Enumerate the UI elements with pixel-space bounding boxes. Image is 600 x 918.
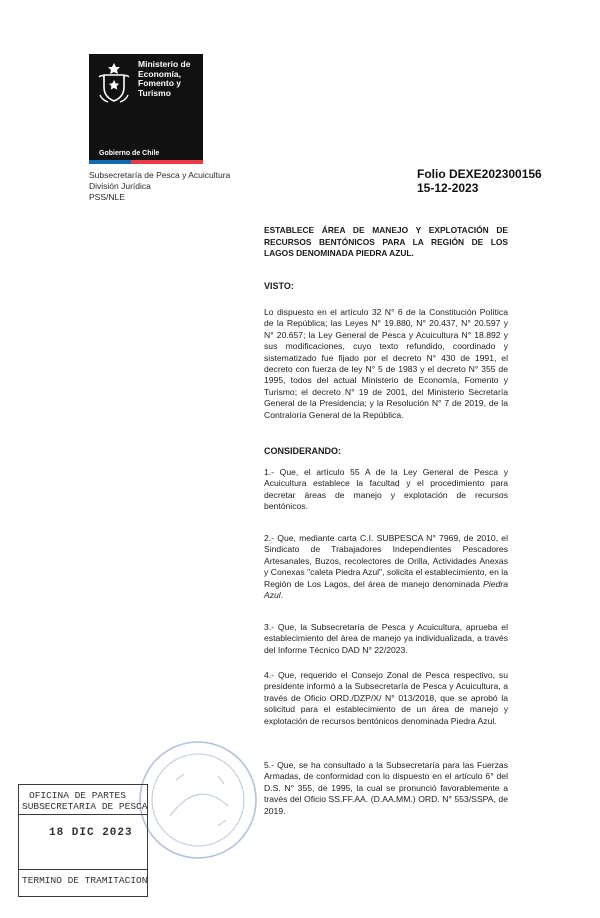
folio-date: 15-12-2023	[417, 181, 479, 195]
folio-number: Folio DEXE202300156	[417, 167, 542, 181]
considerando-paragraph-5: 5.- Que, se ha consultado a la Subsecretaría para las Fuerzas Armadas, de conformidad con lo dispuesto en el artículo 6° del D.S. N° 355, de 1995, la cual se pronunció favorablemente a través del Oficio SS.FF.AA. (D.AA.MM.) ORD. N° 553/SSPA, de 2019.	[264, 760, 508, 816]
stamp-status: TERMINO DE TRAMITACION	[22, 875, 148, 886]
official-seal-icon	[136, 738, 260, 862]
flag-bar-red	[131, 160, 203, 164]
considerando-heading: CONSIDERANDO:	[264, 446, 342, 456]
stamp-subsecretaria: SUBSECRETARIA DE PESCA	[22, 801, 148, 812]
government-label: Gobierno de Chile	[99, 150, 160, 157]
document-title: ESTABLECE ÁREA DE MANEJO Y EXPLOTACIÓN DE RECURSOS BENTÓNICOS PARA LA REGIÓN DE LOS LAGOS DENOMINADA PIEDRA AZUL.	[264, 225, 508, 259]
considerando-paragraph-3: 3.- Que, la Subsecretaría de Pesca y Acuicultura, aprueba el establecimiento del área de manejo ya individualizada, a través del Informe Técnico DAD N° 22/2023.	[264, 622, 508, 655]
visto-heading: VISTO:	[264, 281, 294, 291]
flag-bar	[89, 160, 203, 164]
folio-block	[417, 167, 542, 195]
chilean-coat-of-arms-icon	[97, 61, 131, 103]
considerando-paragraph-4: 4.- Que, requerido el Consejo Zonal de Pesca respectivo, su presidente informó a la Subsecretaría de Pesca y Acuicultura, a través de Oficio ORD./DZP/X/ N° 013/2018, que se aprobó la solicitud para el establecimiento de un área de manejo y explotación de recursos bentónicos denominada Piedra Azul.	[264, 670, 508, 726]
ministry-name: Ministerio de Economía, Fomento y Turismo	[138, 59, 191, 98]
department-info: Subsecretaría de Pesca y Acuicultura División Jurídica PSS/NLE	[89, 170, 231, 202]
considerando-paragraph-2: 2.- Que, mediante carta C.I. SUBPESCA N° 7969, de 2010, el Sindicato de Trabajadores Independientes Pescadores Artesanales, Buzos, recolectores de Orilla, Actividades Anexas y Conexas "caleta Piedra Azul", solicita el establecimiento, en la Región de Los Lagos, del área de manejo denominada Piedra Azul.	[264, 533, 508, 601]
stamp-divider	[19, 814, 147, 815]
stamp-divider	[19, 869, 147, 870]
visto-paragraph: Lo dispuesto en el artículo 32 N° 6 de la Constitución Política de la República; las Leyes N° 19.880, N° 20.437, N° 20.597 y N° 20.657; la Ley General de Pesca y Acuicultura N° 18.892 y sus modificaciones, cuyo texto refundido, coordinado y sistematizado fue fijado por el decreto N° 430 de 1991, el decreto con fuerza de ley N° 5 de 1983 y el decreto N° 355 de 1995, todos del actual Ministerio de Economía, Fomento y Turismo; el decreto N° 19 de 2001, del Ministerio Secretaría General de la Presidencia; y la Resolución N° 7 de 2019, de la Contraloría General de la República.	[264, 307, 508, 420]
flag-bar-blue	[89, 160, 131, 164]
government-logo	[89, 54, 203, 164]
area-name: Piedra Azul	[264, 578, 508, 601]
stamp-date: 18 DIC 2023	[49, 827, 133, 839]
stamp-office: OFICINA DE PARTES	[29, 790, 126, 801]
office-stamp	[18, 784, 148, 897]
considerando-paragraph-1: 1.- Que, el artículo 55 A de la Ley General de Pesca y Acuicultura establece la facultad y el procedimiento para decretar áreas de manejo y explotación de recursos bentónicos.	[264, 467, 508, 512]
